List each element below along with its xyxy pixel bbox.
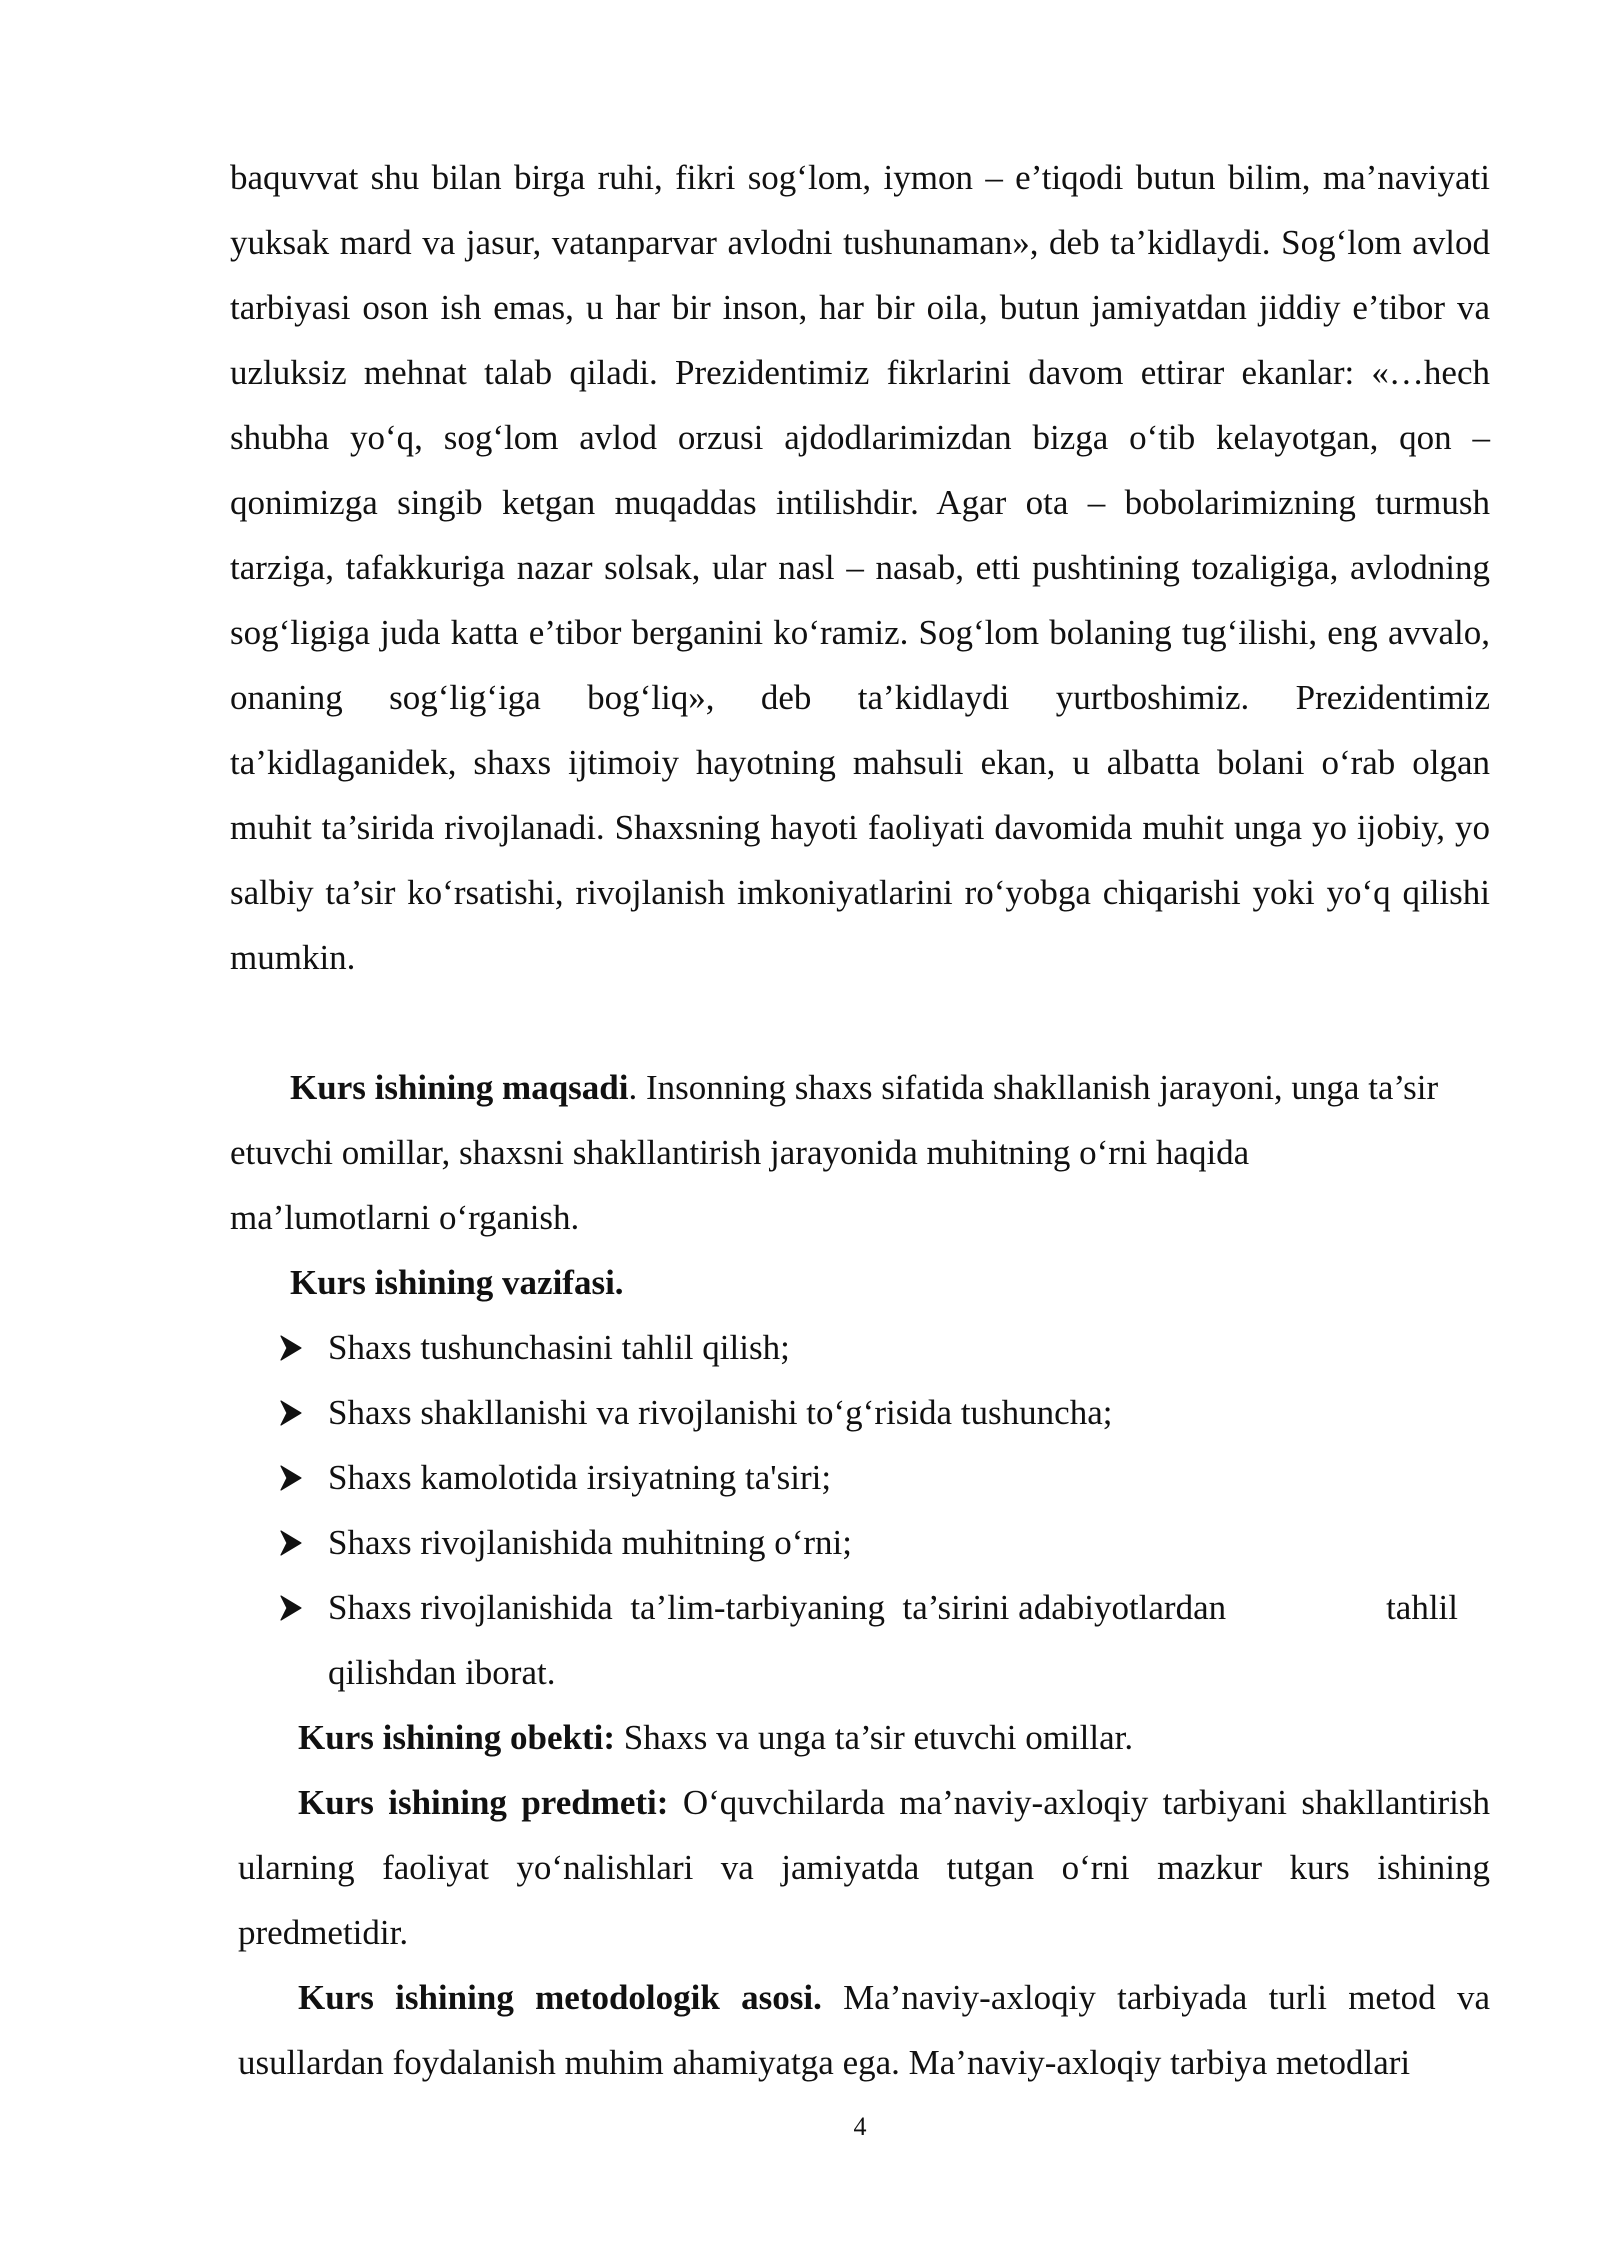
tasks-heading: Kurs ishining vazifasi. — [290, 1263, 624, 1302]
intro-paragraph — [230, 145, 1490, 990]
arrow-bullet-icon — [280, 1510, 310, 1575]
subject-paragraph — [238, 1770, 1490, 1965]
list-item — [280, 1315, 1460, 1380]
list-item — [280, 1510, 1460, 1575]
goal-paragraph — [230, 1055, 1450, 1250]
task-text-end: tahlil — [1386, 1588, 1458, 1627]
methodology-text: Ma’naviy-axloqiy tarbiyada turli metod va usullardan foydalanish muhim ahamiyatga ega. Ma’naviy-axloqiy tarbiya metodlari — [238, 1978, 1490, 2082]
methodology-label: Kurs ishining metodologik asosi. — [298, 1978, 822, 2017]
list-item — [280, 1445, 1460, 1510]
subject-text: O‘quvchilarda ma’naviy-axloqiy tarbiyani shakllantirish ularning faoliyat yo‘nalishlari va jamiyatda tutgan o‘rni mazkur kurs ishining predmetidir. — [238, 1783, 1490, 1952]
goal-label: Kurs ishining maqsadi — [290, 1068, 629, 1107]
page-number: 4 — [853, 2112, 867, 2141]
list-item — [280, 1380, 1460, 1445]
arrow-bullet-icon — [280, 1315, 310, 1380]
arrow-bullet-icon — [280, 1575, 310, 1640]
task-list — [280, 1315, 1460, 1705]
list-item — [280, 1575, 1460, 1705]
task-text: Shaxs kamolotida irsiyatning ta'siri; — [328, 1458, 832, 1497]
task-text-continuation: qilishdan iborat. — [328, 1653, 556, 1692]
arrow-bullet-icon — [280, 1445, 310, 1510]
intro-text: baquvvat shu bilan birga ruhi, fikri sog‘lom, iymon – e’tiqodi butun bilim, ma’naviyati yuksak mard va jasur, vatanparvar avlodni tushunaman», deb ta’kidlaydi. Sog‘lom avlod tarbiyasi oson ish emas, u har bir inson, har bir oila, butun jamiyatdan jiddiy e’tibor va uzluksiz mehnat talab qiladi. Prezidentimiz fikrlarini davom ettirar ekanlar: «…hech shubha yo‘q, sog‘lom avlod orzusi ajdodlarimizdan bizga o‘tib kelayotgan, qon – qonimizga singib ketgan muqaddas intilishdir. Agar ota – bobolarimizning turmush tarziga, tafakkuriga nazar solsak, ular nasl – nasab, etti pushtining tozaligiga, avlodning sog‘ligiga juda katta e’tibor berganini ko‘ramiz. Sog‘lom bolaning tug‘ilishi, eng avvalo, onaning sog‘lig‘iga bog‘liq», deb ta’kidlaydi yurtboshimiz. Prezidentimiz ta’kidlaganidek, shaxs ijtimoiy hayotning mahsuli ekan, u albatta bolani o‘rab olgan muhit ta’sirida rivojlanadi. Shaxsning hayoti faoliyati davomida muhit unga yo ijobiy, yo salbiy ta’sir ko‘rsatishi, rivojlanish imkoniyatlarini ro‘yobga chiqarishi yoki yo‘q qilishi mumkin. — [230, 158, 1490, 977]
methodology-paragraph — [238, 1965, 1490, 2095]
task-text-last-line — [328, 1575, 1458, 1640]
arrow-bullet-icon — [280, 1380, 310, 1445]
object-paragraph — [298, 1705, 1133, 1770]
goal-text: . Insonning shaxs sifatida shakllanish jarayoni, unga ta’sir etuvchi omillar, shaxsni shakllantirish jarayonida muhitning o‘rni haqida ma’lumotlarni o‘rganish. — [230, 1068, 1439, 1237]
object-text: Shaxs va unga ta’sir etuvchi omillar. — [615, 1718, 1134, 1757]
subject-label: Kurs ishining predmeti: — [298, 1783, 669, 1822]
task-text: Shaxs tushunchasini tahlil qilish; — [328, 1328, 790, 1367]
task-text: Shaxs shakllanishi va rivojlanishi to‘g‘risida tushuncha; — [328, 1393, 1113, 1432]
object-label: Kurs ishining obekti: — [298, 1718, 616, 1757]
task-text: Shaxs rivojlanishida ta’lim-tarbiyaning ta’sirini adabiyotlardan — [328, 1588, 1227, 1627]
task-text: Shaxs rivojlanishida muhitning o‘rni; — [328, 1523, 852, 1562]
